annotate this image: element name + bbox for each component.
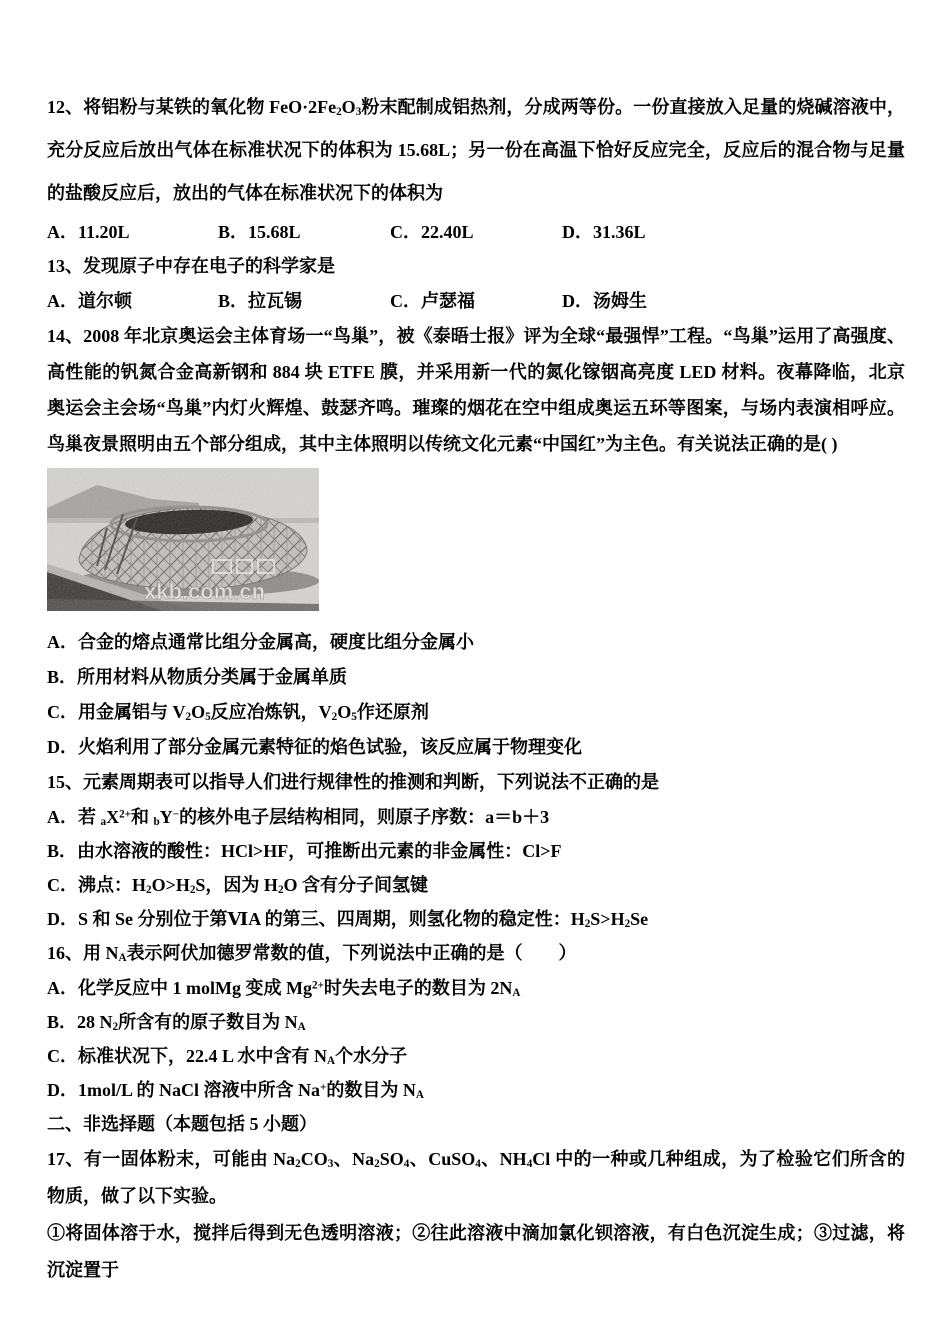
q15-stem: 15、元素周期表可以指导人们进行规律性的推测和判断，下列说法不正确的是 bbox=[47, 772, 659, 792]
q13-option-d: D．汤姆生 bbox=[562, 291, 647, 311]
q12-options-row bbox=[47, 215, 905, 249]
q15-option-a: A．若 $_aX^{2+}$和 $_b$Y−的核外电子层结构相同，则原子序数：a＝b＋3 bbox=[47, 807, 550, 829]
q14-option-b: B．所用材料从物质分类属于金属单质 bbox=[47, 667, 348, 687]
stadium-illustration bbox=[47, 468, 319, 611]
q15-option-c: C．沸点：$H_2O>H_2S$，因为 $H_2O$ 含有分子间氢键 bbox=[47, 875, 429, 897]
q16-option-c: C．标准状况下，22.4 L 水中含有 $N_A$个水分子 bbox=[47, 1046, 408, 1068]
q13-stem: 13、发现原子中存在电子的科学家是 bbox=[47, 256, 335, 276]
stadium-photo bbox=[47, 468, 319, 611]
q16-stem: 16、用 $N_A$表示阿伏加德罗常数的值，下列说法中正确的是（ ） bbox=[47, 943, 577, 965]
q12-option-a: A．11.20L bbox=[47, 222, 130, 242]
question-16 bbox=[47, 936, 905, 1107]
question-15 bbox=[47, 765, 905, 936]
q14-option-a: A．合金的熔点通常比组分金属高，硬度比组分金属小 bbox=[47, 632, 474, 652]
question-14 bbox=[47, 318, 905, 765]
question-12 bbox=[47, 86, 905, 249]
q15-option-d: D．S 和 Se 分别位于第ⅥA 的第三、四周期，则氢化物的稳定性：$H_2S>H_2Se$ bbox=[47, 909, 649, 931]
question-17 bbox=[47, 1141, 905, 1289]
q12-option-d: D．31.36L bbox=[562, 222, 646, 242]
q13-options-row bbox=[47, 284, 905, 318]
q15-option-b: B．由水溶液的酸性：HCl>HF，可推断出元素的非金属性：Cl>F bbox=[47, 841, 562, 861]
section2-heading: 二、非选择题（本题包括 5 小题） bbox=[47, 1114, 317, 1134]
photo-grain bbox=[47, 468, 319, 611]
q12-stem: 12、将铝粉与某铁的氧化物 $FeO\cdot 2Fe_2O_3$粉末配制成铝热剂，分成两等份。一份直接放入足量的烧碱溶液中，充分反应后放出气体在标准状况下的体积为 15.68L；另一份在高温下恰好反应完全，反应后的混合物与足量的盐酸反应后，放出的气体在标准状况下的体积为 bbox=[47, 97, 905, 203]
q16-option-d: D．1mol/L 的 NaCl 溶液中所含 Na+的数目为 $N_A$ bbox=[47, 1080, 424, 1102]
q14-option-c: C．用金属铝与 $V_2O_5$反应冶炼钒，$V_2O_5$作还原剂 bbox=[47, 702, 429, 724]
q17-stem: 17、有一固体粉末，可能由 $Na_2CO_3$、$Na_2SO_4$、CuSO$_4$、$NH_4Cl$ 中的一种或几种组成，为了检验它们所含的物质，做了以下实验。 bbox=[47, 1149, 906, 1206]
q13-option-c: C．卢瑟福 bbox=[390, 291, 475, 311]
photo-watermark: xkb.com.cn bbox=[144, 579, 266, 604]
q16-option-a: A．化学反应中 1 molMg 变成 $Mg^{2+}$时失去电子的数目为 $2N_A$ bbox=[47, 978, 521, 1000]
q13-option-a: A．道尔顿 bbox=[47, 291, 132, 311]
q17-experiment-steps: ①将固体溶于水，搅拌后得到无色透明溶液；②往此溶液中滴加氯化钡溶液，有白色沉淀生成；③过滤，将沉淀置于 bbox=[47, 1223, 905, 1280]
q12-option-c: C．22.40L bbox=[390, 222, 474, 242]
q14-stem: 14、2008 年北京奥运会主体育场一“鸟巢”，被《泰晤士报》评为全球“最强悍”工程。“鸟巢”运用了高强度、高性能的钒氮合金高新钢和 884 块 ETFE 膜，并采用新一代的氮化镓铟高亮度 LED 材料。夜幕降临，北京奥运会主会场“鸟巢”内灯火辉煌、鼓瑟齐鸣。璀璨的烟花在空中组成奥运五环等图案，与场内表演相呼应。鸟巢夜景照明由五个部分组成，其中主体照明以传统文化元素“中国红”为主色。有关说法正确的是( ) bbox=[47, 326, 905, 454]
q13-option-b: B．拉瓦锡 bbox=[218, 291, 303, 311]
stadium-scene bbox=[47, 468, 319, 611]
q12-option-b: B．15.68L bbox=[218, 222, 301, 242]
question-13 bbox=[47, 249, 905, 318]
q16-option-b: B．28 $N_2$所含有的原子数目为 $N_A$ bbox=[47, 1012, 306, 1034]
q14-option-d: D．火焰利用了部分金属元素特征的焰色试验，该反应属于物理变化 bbox=[47, 737, 582, 757]
